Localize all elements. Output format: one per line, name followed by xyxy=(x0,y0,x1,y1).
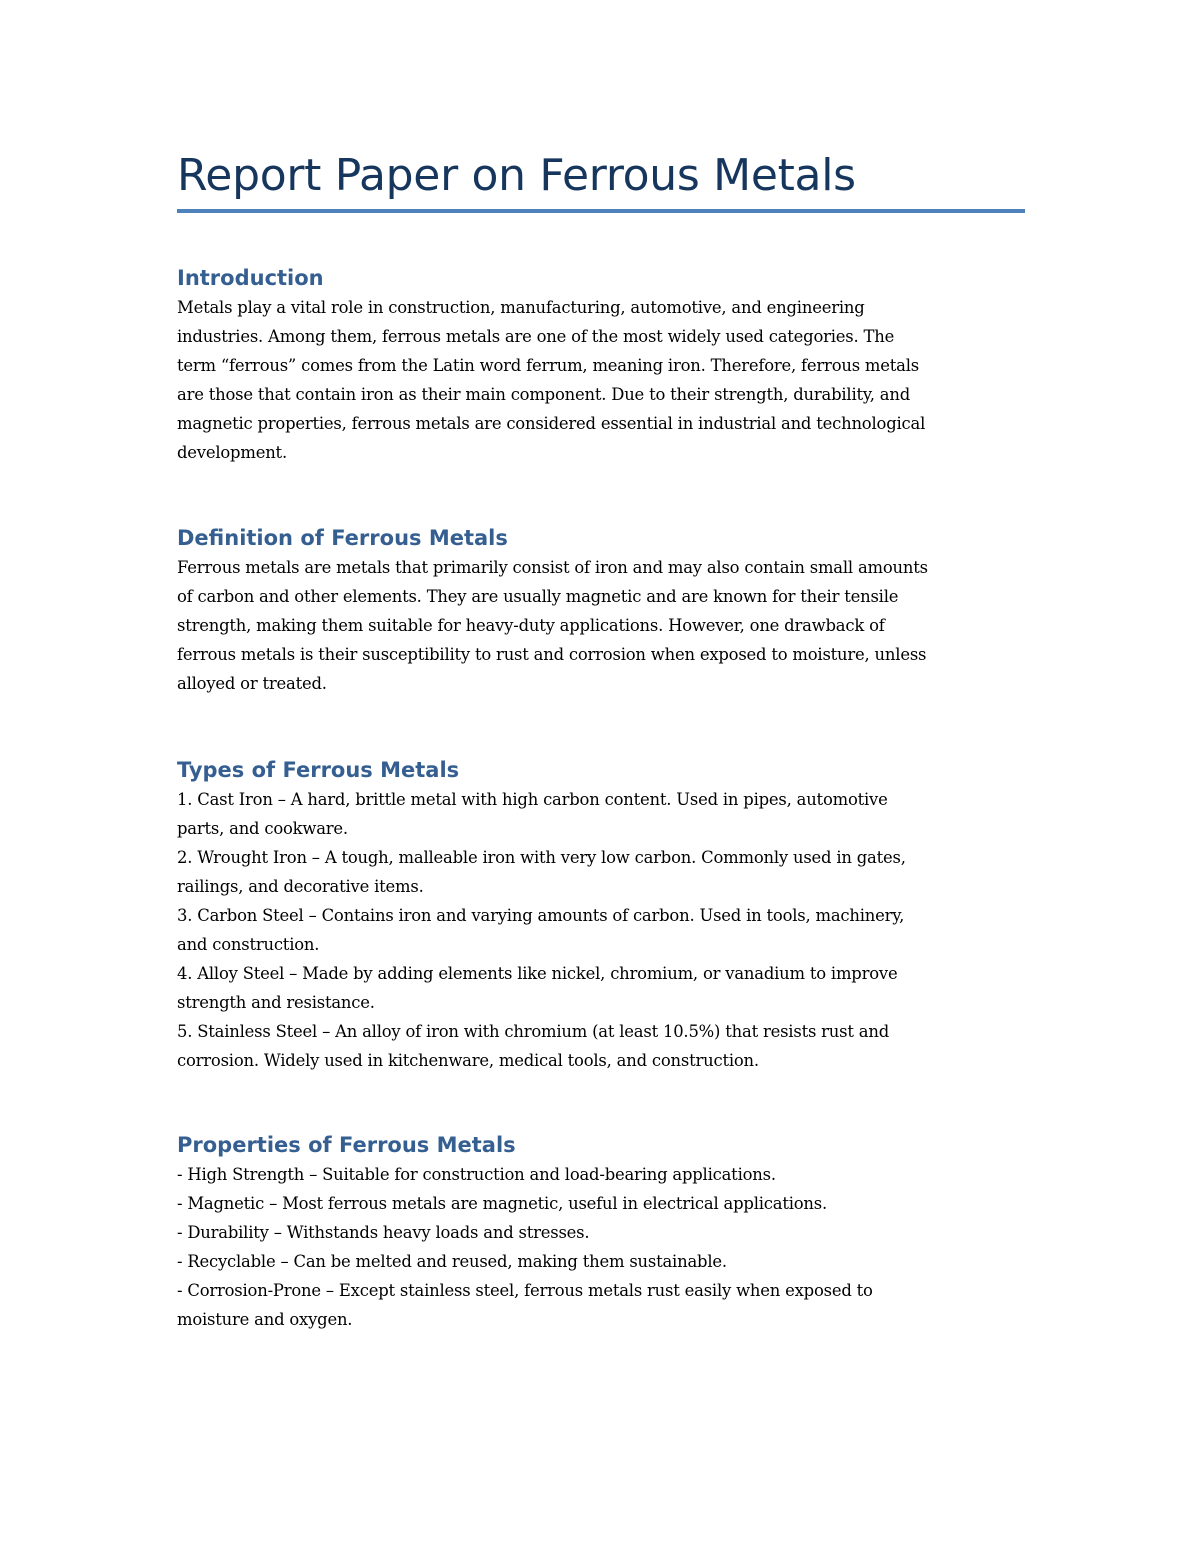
section-definition xyxy=(177,523,1027,698)
section-heading: Types of Ferrous Metals xyxy=(177,758,460,782)
list-item-line: - Magnetic – Most ferrous metals are magnetic, useful in electrical applications. xyxy=(177,1194,827,1213)
list-item-line: moisture and oxygen. xyxy=(177,1310,353,1329)
document-title: Report Paper on Ferrous Metals xyxy=(177,150,856,201)
text-line: development. xyxy=(177,443,287,462)
section-paragraph xyxy=(177,293,1027,467)
text-line: ferrous metals is their susceptibility to rust and corrosion when exposed to moisture, unless xyxy=(177,645,927,664)
text-line: term “ferrous” comes from the Latin word ferrum, meaning iron. Therefore, ferrous metals xyxy=(177,356,919,375)
title-underline xyxy=(177,209,1025,213)
list-item-line: and construction. xyxy=(177,935,320,954)
section-list xyxy=(177,1160,1027,1334)
text-line: of carbon and other elements. They are usually magnetic and are known for their tensile xyxy=(177,587,899,606)
list-item-line: railings, and decorative items. xyxy=(177,877,424,896)
section-heading: Introduction xyxy=(177,266,324,290)
section-list xyxy=(177,785,1027,1075)
list-item-line: - Corrosion-Prone – Except stainless steel, ferrous metals rust easily when exposed to xyxy=(177,1281,873,1300)
list-item-line: - High Strength – Suitable for construction and load-bearing applications. xyxy=(177,1165,776,1184)
list-item-line: 3. Carbon Steel – Contains iron and varying amounts of carbon. Used in tools, machinery, xyxy=(177,906,905,925)
section-properties xyxy=(177,1130,1027,1334)
section-introduction xyxy=(177,263,1027,467)
list-item-line: strength and resistance. xyxy=(177,993,375,1012)
text-line: industries. Among them, ferrous metals are one of the most widely used categories. The xyxy=(177,327,895,346)
text-line: are those that contain iron as their main component. Due to their strength, durability, and xyxy=(177,385,910,404)
section-heading: Definition of Ferrous Metals xyxy=(177,526,508,550)
list-item-line: 2. Wrought Iron – A tough, malleable iron with very low carbon. Commonly used in gates, xyxy=(177,848,906,867)
list-item-line: 4. Alloy Steel – Made by adding elements like nickel, chromium, or vanadium to improve xyxy=(177,964,898,983)
section-paragraph xyxy=(177,553,1027,698)
text-line: Metals play a vital role in construction, manufacturing, automotive, and engineering xyxy=(177,298,865,317)
list-item-line: 5. Stainless Steel – An alloy of iron with chromium (at least 10.5%) that resists rust and xyxy=(177,1022,889,1041)
text-line: Ferrous metals are metals that primarily consist of iron and may also contain small amounts xyxy=(177,558,928,577)
section-heading: Properties of Ferrous Metals xyxy=(177,1133,516,1157)
section-types xyxy=(177,755,1027,1075)
text-line: strength, making them suitable for heavy-duty applications. However, one drawback of xyxy=(177,616,885,635)
text-line: magnetic properties, ferrous metals are considered essential in industrial and technological xyxy=(177,414,926,433)
list-item-line: - Durability – Withstands heavy loads and stresses. xyxy=(177,1223,590,1242)
list-item-line: 1. Cast Iron – A hard, brittle metal with high carbon content. Used in pipes, automotive xyxy=(177,790,888,809)
list-item-line: - Recyclable – Can be melted and reused, making them sustainable. xyxy=(177,1252,727,1271)
list-item-line: corrosion. Widely used in kitchenware, medical tools, and construction. xyxy=(177,1051,759,1070)
text-line: alloyed or treated. xyxy=(177,674,327,693)
list-item-line: parts, and cookware. xyxy=(177,819,348,838)
